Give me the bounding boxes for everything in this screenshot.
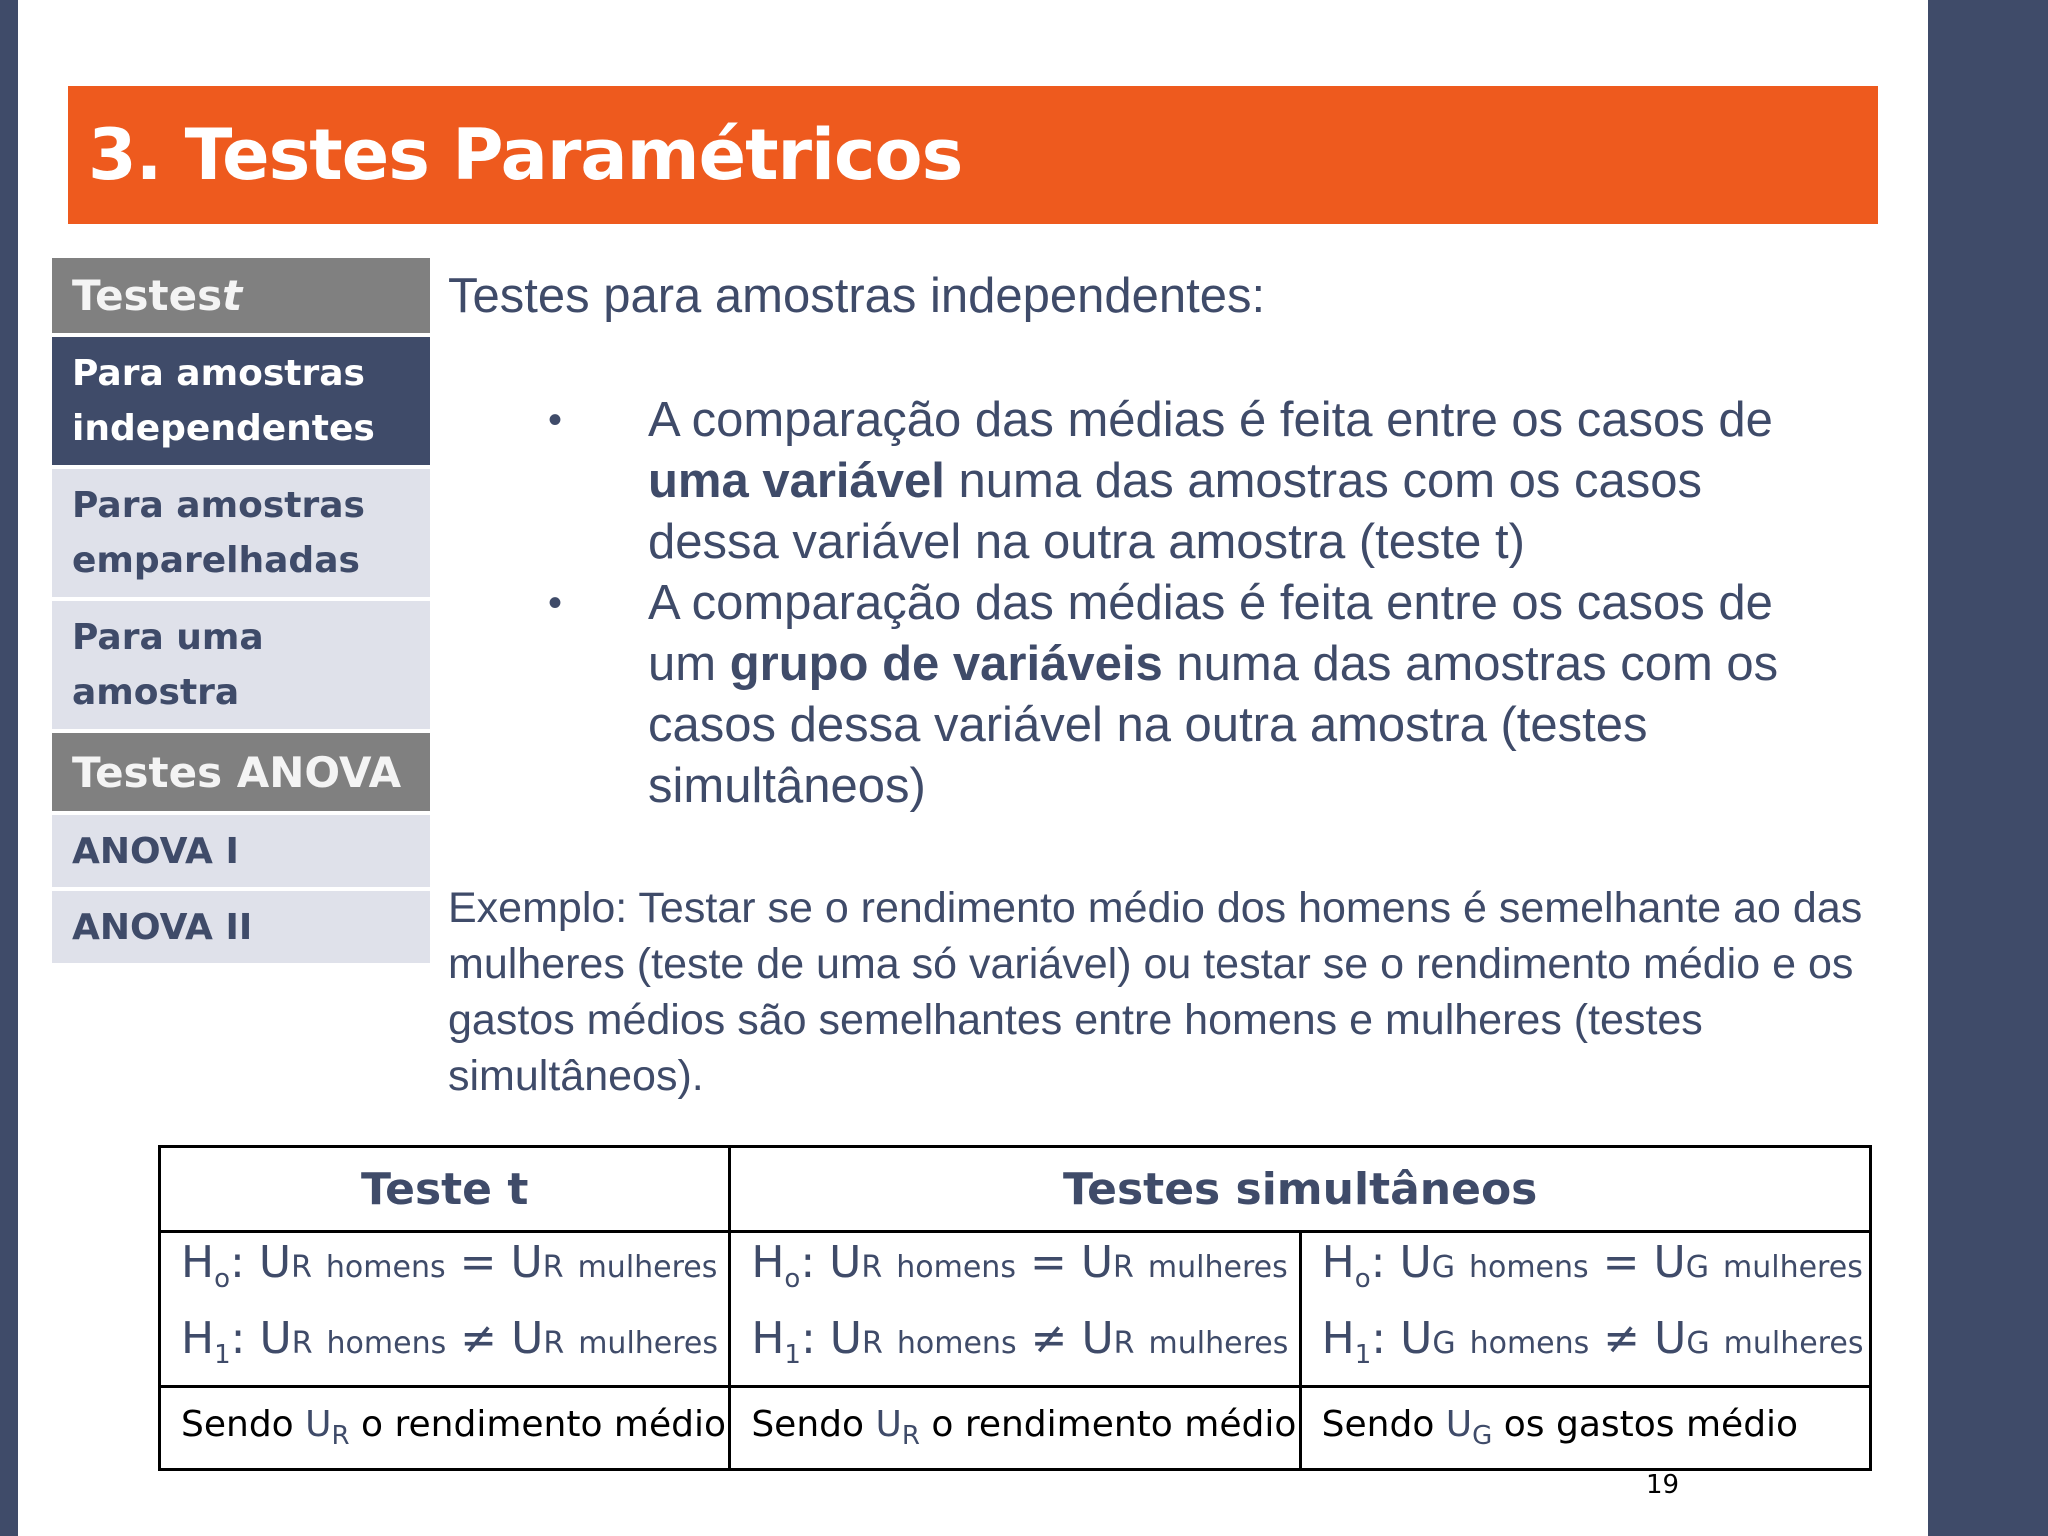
sidebar-item-uma-amostra[interactable] (52, 601, 430, 729)
hypothesis-cell (1300, 1232, 1870, 1387)
sidebar-item-label: independentes (72, 408, 375, 449)
table-header-row (160, 1147, 1871, 1232)
slide (18, 0, 1928, 1536)
sidebar-item-anova-1[interactable] (52, 815, 430, 887)
sidebar-item-label: amostra (72, 672, 240, 713)
hypothesis-cell (730, 1232, 1300, 1387)
sidebar-item-label: Para amostras (72, 353, 365, 394)
hypothesis-table (158, 1145, 1872, 1471)
sidebar (52, 258, 430, 967)
sidebar-group-anova[interactable] (52, 733, 430, 811)
table-header-teste-t: Teste t (160, 1147, 730, 1232)
null-hypothesis: $H_o$: UR homens = UR mulheres (751, 1237, 1288, 1294)
bullet-bold-text: uma variável (648, 454, 945, 508)
bullet-text: numa das amostras com os casos dessa variável na outra amostra (testes simultâneos) (648, 637, 1779, 813)
sidebar-group-italic: t (222, 271, 243, 320)
sidebar-item-emparelhadas[interactable] (52, 469, 430, 597)
sidebar-item-label: ANOVA II (72, 906, 253, 948)
sidebar-item-label: ANOVA I (72, 830, 239, 872)
note-cell: Sendo $U_R$ o rendimento médio (730, 1386, 1300, 1469)
page-number: 19 (1646, 1470, 1680, 1500)
hypothesis-cell (160, 1232, 730, 1387)
alt-hypothesis: $H_1$: UR homens ≠ UR mulheres (751, 1312, 1289, 1370)
null-hypothesis: $H_o$: UG homens = UG mulheres (1321, 1237, 1863, 1294)
note-cell: Sendo $U_G$ os gastos médio (1300, 1386, 1870, 1469)
bullet-icon: • (548, 398, 563, 442)
bullet-item (548, 390, 1838, 573)
title-bar (68, 86, 1878, 224)
bullet-bold-text: grupo de variáveis (729, 637, 1163, 691)
sidebar-item-label: Para uma (72, 617, 264, 658)
alt-hypothesis: $H_1$: UR homens ≠ UR mulheres (181, 1312, 719, 1370)
example-paragraph: Exemplo: Testar se o rendimento médio dos homens é semelhante ao das mulheres (teste de uma só variável) ou testar se o rendimento médio e os gastos médios são semelhantes entre homens e mulheres (testes simultâneos). (448, 884, 1863, 1100)
bullet-list (548, 390, 1838, 817)
sidebar-item-label: Para amostras (72, 485, 365, 526)
bullet-item (548, 573, 1838, 817)
table-row (160, 1232, 1871, 1387)
sidebar-group-label: Testes ANOVA (72, 747, 402, 797)
table-header-testes-simultaneos: Testes simultâneos (730, 1147, 1871, 1232)
sidebar-item-label: emparelhadas (72, 540, 360, 581)
sidebar-group-label: Testes (72, 271, 223, 320)
sidebar-group-testes-t[interactable] (52, 258, 430, 333)
table-row (160, 1386, 1871, 1469)
bullet-text: numa das amostras com os casos dessa variável na outra amostra (teste t) (648, 454, 1703, 569)
null-hypothesis: $H_o$: UR homens = UR mulheres (181, 1237, 718, 1294)
bullet-text: A comparação das médias é feita entre os casos de (648, 393, 1773, 447)
slide-title: 3. Testes Paramétricos (88, 114, 963, 196)
bullet-text: A comparação das médias é feita entre os casos de um (648, 576, 1773, 691)
sidebar-item-anova-2[interactable] (52, 891, 430, 963)
section-heading: Testes para amostras independentes: (448, 269, 1266, 323)
note-cell: Sendo $U_R$ o rendimento médio (160, 1386, 730, 1469)
bullet-icon: • (548, 581, 563, 625)
alt-hypothesis: $H_1$: UG homens ≠ UG mulheres (1321, 1312, 1864, 1370)
sidebar-item-independentes[interactable] (52, 337, 430, 465)
